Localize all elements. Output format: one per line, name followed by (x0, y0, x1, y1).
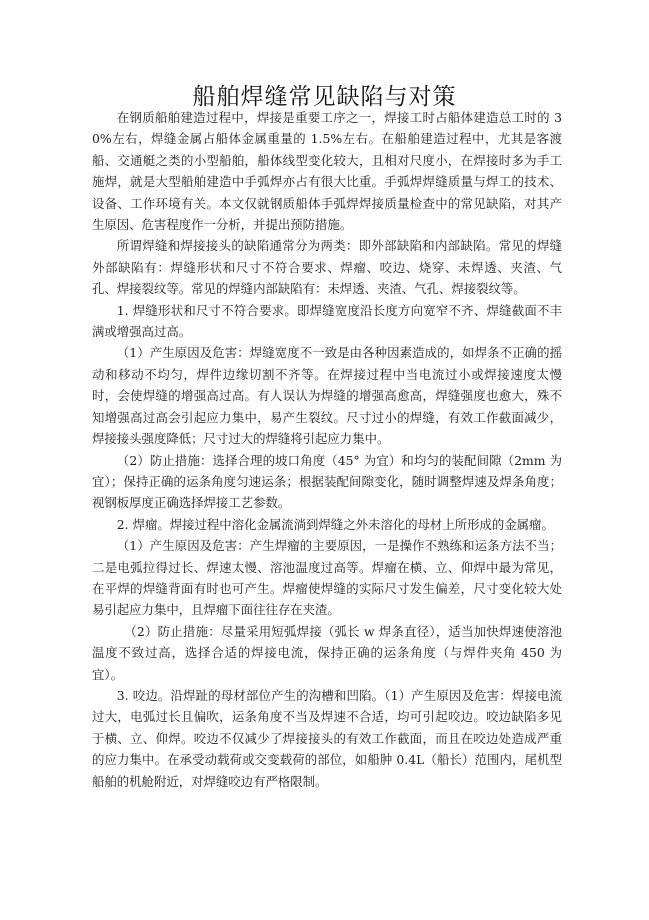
paragraph-intro: 在钢质船舶建造过程中，焊接是重要工序之一，焊接工时占船体建造总工时的 30%左右，焊缝金属占船体金属重量的 1.5%左右。在船舶建造过程中，尤其是客渡船、交通艇之类的小型船舶，船体线型变化较大，且相对尺度小，在焊接时多为手工施焊，就是大型船舶建造中手弧焊亦占有很大比重。手弧焊焊缝质量与焊工的技术、设备、工作环境有关。本文仅就钢质船体手弧焊焊接质量检查中的常见缺陷，对其产生原因、危害程度作一分析，并提出预防措施。 (92, 110, 562, 233)
paragraph-section-1: 1. 焊缝形状和尺寸不符合要求。即焊缝宽度沿长度方向宽窄不齐、焊缝截面不丰满或增强高过高。 (92, 302, 562, 340)
paragraph-section-2: 2. 焊瘤。焊接过程中溶化金属流淌到焊缝之外未溶化的母材上所形成的金属瘤。 (116, 516, 554, 532)
paragraph-section-1-cause: （1）产生原因及危害：焊缝宽度不一致是由各种因素造成的，如焊条不正确的摇动和移动不均匀，焊件边缘切割不齐等。在焊接过程中当电流过小或焊接速度太慢时，会使焊缝的增强高过高。有人误认为焊缝的增强高愈高，焊缝强度也愈大，殊不知增强高过高会引起应力集中，易产生裂纹。尺寸过小的焊缝，有效工作截面减少，焊接接头强度降低；尺寸过大的焊缝将引起应力集中。 (92, 345, 562, 447)
paragraph-section-2-prevention: （2）防止措施：尽量采用短弧焊接（弧长 w 焊条直径），适当加快焊速使溶池温度不致过高，选择合适的焊接电流，保持正确的运条角度（与焊件夹角 450 为宜）。 (92, 623, 562, 682)
document-body (92, 107, 562, 792)
paragraph-section-2-cause: （1）产生原因及危害：产生焊瘤的主要原因，一是操作不熟练和运条方法不当；二是电弧拉得过长、焊速太慢、溶池温度过高等。焊瘤在横、立、仰焊中最为常见，在平焊的焊缝背面有时也可产生。焊瘤使焊缝的实际尺寸发生偏差，尺寸变化较大处易引起应力集中，且焊瘤下面往往存在夹渣。 (92, 538, 562, 618)
paragraph-section-1-prevention: （2）防止措施：选择合理的坡口角度（45° 为宜）和均匀的装配间隙（2mm 为宜）；保持正确的运条角度匀速运条；根据装配间隙变化，随时调整焊速及焊条角度；视钢板厚度正确选择焊接工艺参数。 (92, 452, 562, 511)
page-title: 船舶焊缝常见缺陷与对策 (192, 84, 457, 110)
paragraph-defect-types: 所谓焊缝和焊接接头的缺陷通常分为两类：即外部缺陷和内部缺陷。常见的焊缝外部缺陷有：焊缝形状和尺寸不符合要求、焊瘤、咬边、烧穿、未焊透、夹渣、气孔、焊接裂纹等。常见的焊缝内部缺陷有：未焊透、夹渣、气孔、焊接裂纹等。 (92, 238, 562, 297)
paragraph-section-3: 3. 咬边。沿焊趾的母材部位产生的沟槽和凹陷。（1）产生原因及危害：焊接电流过大，电弧过长且偏吹，运条角度不当及焊速不合适，均可引起咬边。咬边缺陷多见于横、立、仰焊。咬边不仅减少了焊接接头的有效工作截面，而且在咬边处造成严重的应力集中。在承受动载荷或交变载荷的部位，如船肿 0.4L（船长）范围内，尾机型船舶的机舱附近，对焊缝咬边有严格限制。 (92, 687, 562, 789)
